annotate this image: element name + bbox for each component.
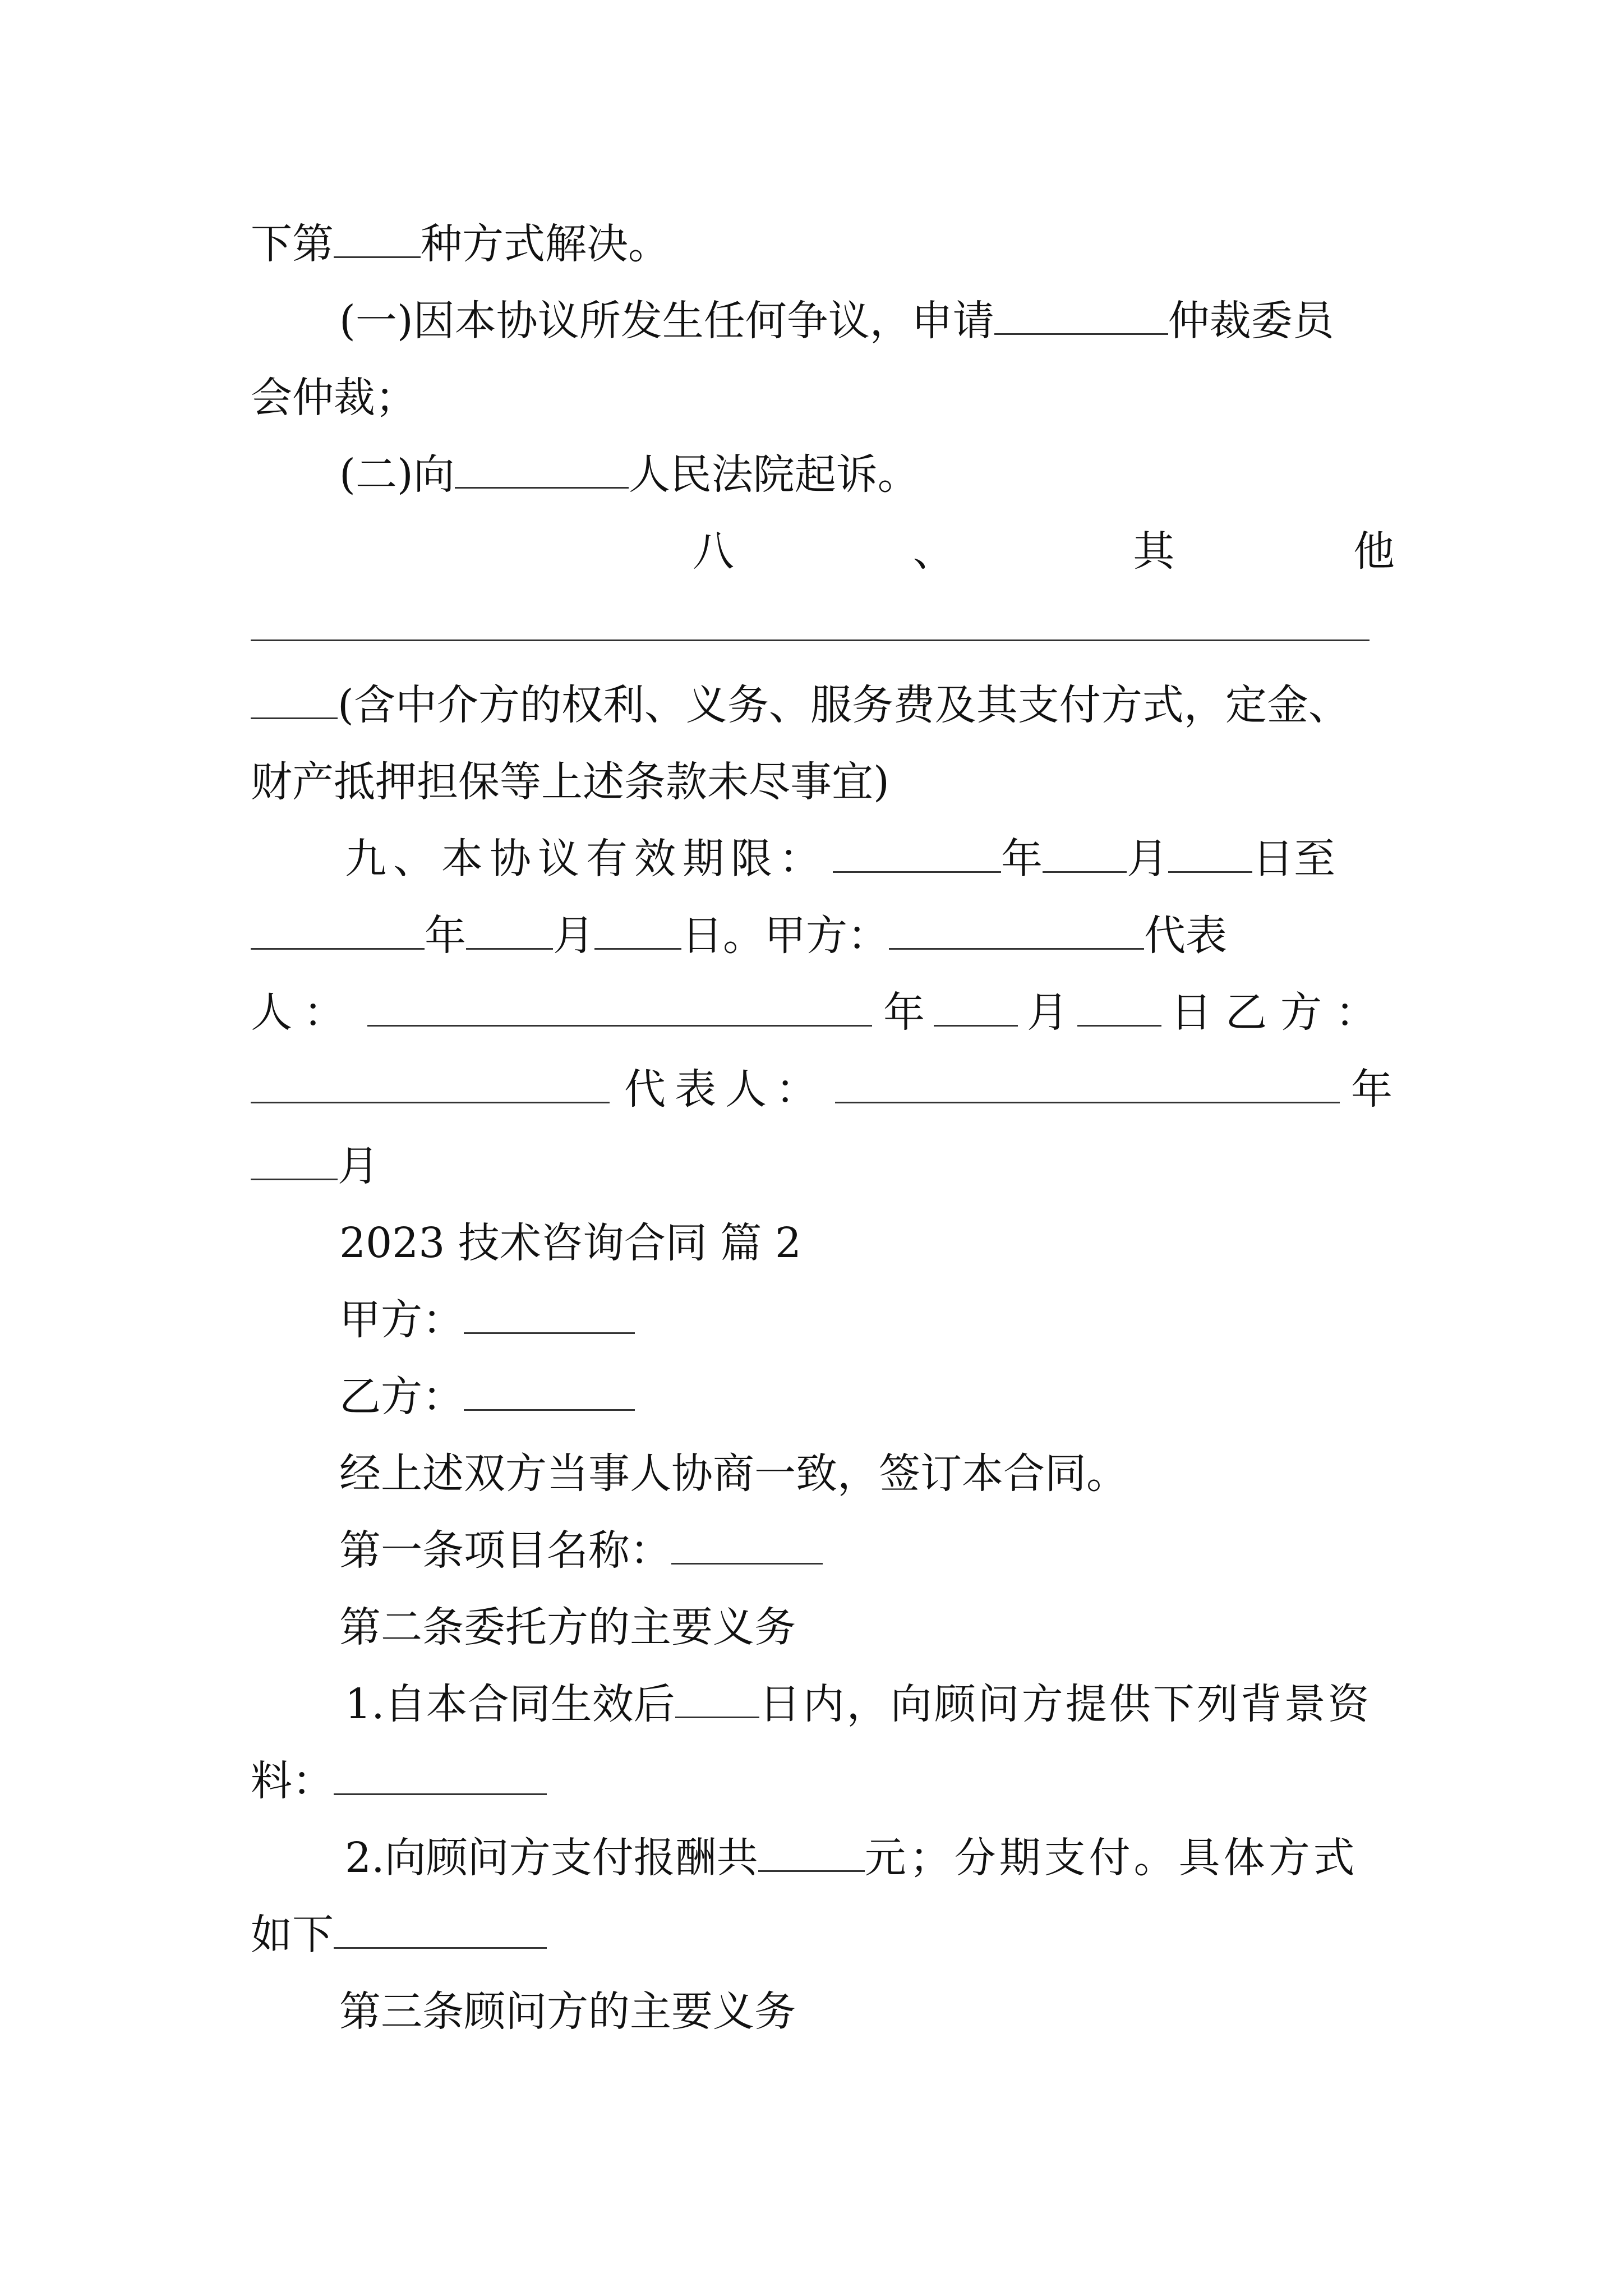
fill-blank[interactable]	[758, 1831, 865, 1872]
party-b-blank[interactable]	[464, 1370, 635, 1411]
long-fill-rule[interactable]	[251, 639, 1370, 641]
line-4-part-a: (二)向	[339, 450, 455, 499]
text-line-12	[251, 1130, 1395, 1203]
line-20-text: 料：	[251, 1757, 334, 1805]
text-line-7: 财产抵押担保等上述条款未尽事宜)	[251, 758, 889, 806]
fill-blank[interactable]	[833, 832, 1001, 873]
line-10-part-d: 日乙方：	[1170, 988, 1390, 1037]
text-line-2	[251, 284, 1395, 357]
line-21-part-b: 元；分期支付。具体方式	[864, 1834, 1358, 1882]
line-1-part-a: 下第	[251, 220, 334, 268]
fill-blank[interactable]	[466, 909, 553, 950]
heading-char: 他	[1353, 527, 1395, 576]
line-2-part-b: 仲裁委员	[1168, 297, 1334, 345]
line-8-part-d: 日至	[1252, 835, 1335, 883]
line-22-text: 如下	[251, 1911, 334, 1959]
fill-blank[interactable]	[594, 909, 681, 950]
fill-blank[interactable]	[251, 678, 338, 719]
fill-blank[interactable]	[994, 294, 1168, 335]
line-10-part-c: 月	[1027, 988, 1068, 1037]
text-line-19	[251, 1668, 1395, 1741]
fill-blank[interactable]	[1168, 832, 1252, 873]
fill-blank[interactable]	[889, 909, 1144, 950]
fill-blank[interactable]	[334, 1908, 547, 1949]
line-2-part-a: (一)因本协议所发生任何争议，申请	[339, 297, 994, 345]
fill-blank[interactable]	[334, 1754, 547, 1795]
line-9-part-b: 月	[553, 912, 594, 960]
contract-part-heading: 2023 技术咨询合同 篇 2	[339, 1219, 801, 1267]
line-10-part-a: 人：	[251, 988, 356, 1037]
line-6-text: (含中介方的权利、义务、服务费及其支付方式，定金、	[338, 681, 1350, 729]
party-a-line	[339, 1283, 1394, 1356]
section-eight-heading	[693, 515, 1395, 588]
party-b-label: 乙方：	[339, 1373, 464, 1421]
party-a-blank[interactable]	[464, 1293, 635, 1334]
line-9-part-c: 日。甲方：	[681, 912, 889, 960]
fill-blank[interactable]	[835, 1062, 1340, 1103]
fill-blank[interactable]	[334, 217, 421, 258]
line-8-part-b: 年	[1001, 835, 1043, 883]
text-line-16: 经上述双方当事人协商一致，签订本合同。	[339, 1450, 1128, 1498]
fill-blank[interactable]	[455, 448, 629, 489]
fill-blank[interactable]	[251, 1062, 610, 1103]
fill-blank[interactable]	[251, 1139, 338, 1180]
text-line-20	[251, 1745, 1395, 1818]
project-name-blank[interactable]	[671, 1524, 823, 1565]
text-line-10	[251, 976, 1395, 1049]
line-21-part-a: 2.向顾问方支付报酬共	[345, 1834, 758, 1882]
fill-blank[interactable]	[367, 986, 872, 1027]
heading-char: 、	[912, 527, 955, 576]
text-line-21	[251, 1821, 1395, 1894]
article-three-heading: 第三条顾问方的主要义务	[339, 1987, 796, 2036]
line-8-part-a: 九、本协议有效期限：	[345, 835, 827, 883]
text-line-22	[251, 1898, 1395, 1971]
text-line-6	[251, 669, 1395, 742]
text-line-3: 会仲裁；	[251, 374, 417, 422]
line-19-part-b: 日内，向顾问方提供下列背景资	[759, 1680, 1372, 1728]
line-9-part-a: 年	[425, 912, 466, 960]
line-10-part-b: 年	[883, 988, 925, 1037]
heading-char: 八	[693, 527, 734, 576]
article-one-label: 第一条项目名称：	[339, 1526, 671, 1575]
text-line-1	[251, 208, 1395, 280]
line-19-part-a: 1.自本合同生效后	[345, 1680, 675, 1728]
text-line-8	[251, 822, 1395, 895]
text-line-11	[251, 1053, 1395, 1126]
party-a-label: 甲方：	[339, 1296, 464, 1344]
fill-blank[interactable]	[675, 1677, 759, 1718]
line-8-part-c: 月	[1127, 835, 1168, 883]
text-line-9	[251, 899, 1395, 972]
line-1-part-b: 种方式解决。	[421, 220, 670, 268]
fill-blank[interactable]	[251, 909, 425, 950]
fill-blank[interactable]	[1077, 986, 1161, 1027]
fill-blank[interactable]	[1043, 832, 1127, 873]
party-b-line	[339, 1360, 1394, 1433]
line-11-part-a: 代表人：	[624, 1065, 826, 1114]
article-two-heading: 第二条委托方的主要义务	[339, 1603, 796, 1651]
fill-blank[interactable]	[934, 986, 1018, 1027]
line-9-part-d: 代表	[1144, 912, 1227, 960]
line-11-part-b: 年	[1351, 1065, 1393, 1114]
line-4-part-b: 人民法院起诉。	[628, 450, 919, 499]
line-12-text: 月	[338, 1142, 379, 1190]
article-one-line	[339, 1514, 1394, 1587]
text-line-4	[251, 438, 1395, 511]
heading-char: 其	[1133, 527, 1175, 576]
